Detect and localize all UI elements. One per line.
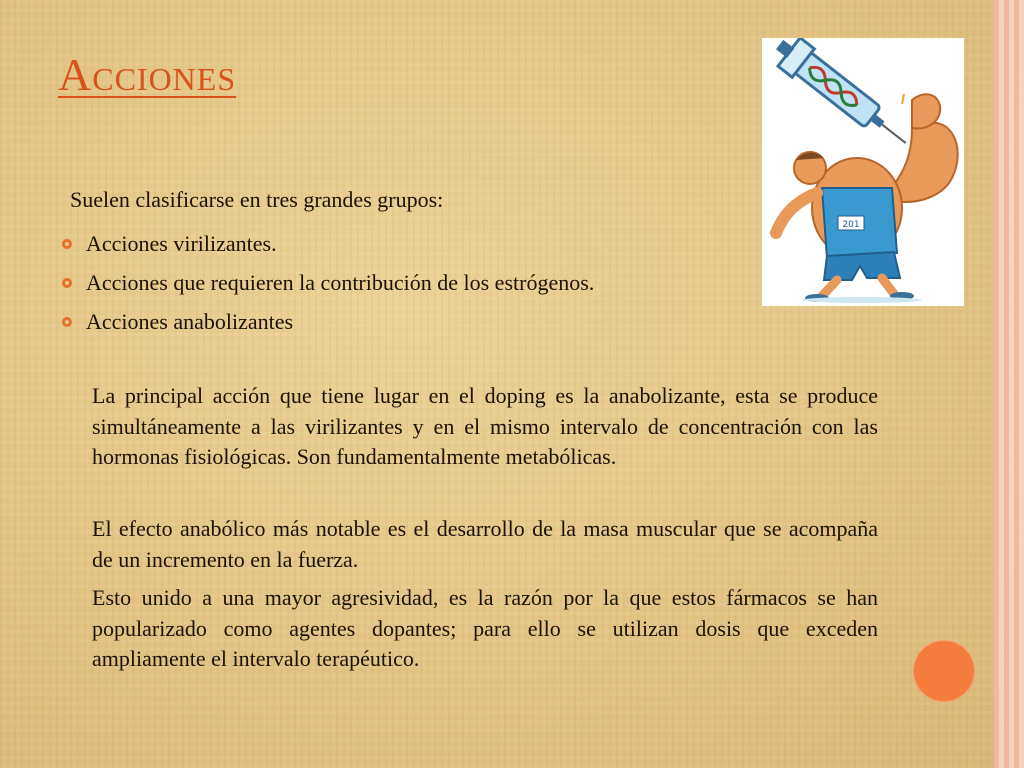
bullet-label: Acciones virilizantes. bbox=[86, 231, 277, 256]
bullet-list bbox=[62, 224, 594, 341]
svg-text:201: 201 bbox=[842, 220, 860, 230]
list-item bbox=[62, 263, 594, 302]
list-item bbox=[62, 224, 594, 263]
decorative-stripes bbox=[994, 0, 1024, 768]
slide-title: Acciones bbox=[58, 49, 237, 100]
list-item bbox=[62, 302, 594, 341]
paragraph: Esto unido a una mayor agresividad, es la razón por la que estos fármacos se han popularizado como agentes dopantes; para ello se utilizan dosis que exceden ampliamente el intervalo terapéutico. bbox=[92, 585, 878, 671]
muscleman-syringe-icon bbox=[762, 38, 964, 306]
bullet-ring-icon bbox=[62, 278, 72, 288]
bullet-label: Acciones que requieren la contribución de los estrógenos. bbox=[86, 270, 595, 295]
paragraph: La principal acción que tiene lugar en el doping es la anabolizante, esta se produce simultáneamente a las virilizantes y en el mismo intervalo de concentración con las hormonas fisiológicas. Son fundamentalmente metabólicas. bbox=[92, 383, 878, 469]
bullet-label: Acciones anabolizantes bbox=[86, 309, 294, 334]
bullet-ring-icon bbox=[62, 317, 72, 327]
accent-dot bbox=[913, 640, 975, 702]
bullet-ring-icon bbox=[62, 239, 72, 249]
intro-text: Suelen clasificarse en tres grandes grupos: bbox=[70, 187, 444, 212]
paragraph: El efecto anabólico más notable es el desarrollo de la masa muscular que se acompaña de un incremento en la fuerza. bbox=[92, 516, 878, 572]
